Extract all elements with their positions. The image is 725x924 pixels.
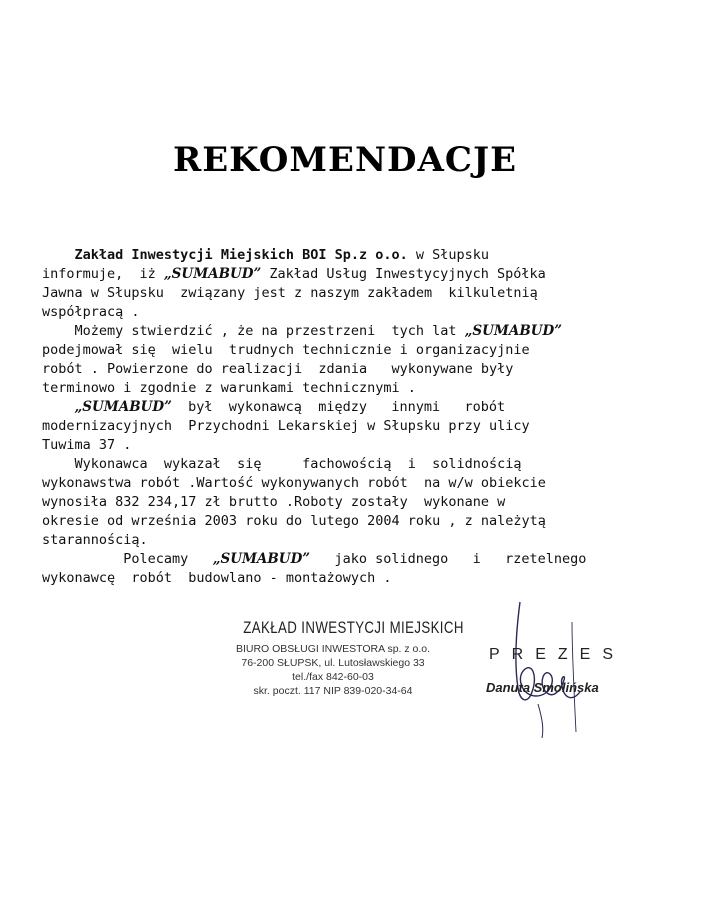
signer-role: PREZES — [489, 646, 626, 663]
body-line: robót . Powierzone do realizacji zdania wykonywane były — [42, 361, 514, 377]
stamp-phone: tel./fax 842-60-03 — [292, 671, 374, 683]
letter-body — [42, 246, 652, 588]
stamp-subtitle: BIURO OBSŁUGI INWESTORA sp. z o.o. — [235, 643, 431, 655]
body-line: Tuwima 37 . — [42, 437, 132, 453]
body-line: Polecamy „SUMABUD” jako solidnego i rzetelnego — [42, 551, 587, 567]
company-name: „SUMABUD” — [464, 323, 563, 339]
handwritten-signature — [480, 592, 600, 742]
body-line: Wykonawca wykazał się fachowością i solidnością — [42, 456, 522, 472]
company-stamp — [218, 618, 464, 698]
body-line: modernizacyjnych Przychodni Lekarskiej w Słupsku przy ulicy — [42, 418, 530, 434]
body-line: okresie od września 2003 roku do lutego 2004 roku , z należytą — [42, 513, 546, 529]
document-title: REKOMENDACJE — [173, 140, 517, 180]
stamp-nip: skr. poczt. 117 NIP 839-020-34-64 — [253, 685, 413, 697]
body-line: wykonawstwa robót .Wartość wykonywanych robót na w/w obiekcie — [42, 475, 546, 491]
company-name: „SUMABUD” — [74, 399, 172, 415]
body-line: współpracą . — [42, 304, 140, 320]
body-line: Możemy stwierdzić , że na przestrzeni tych lat „SUMABUD” — [42, 323, 563, 339]
body-line: wykonawcę robót budowlano - montażowych . — [42, 570, 392, 586]
company-name: „SUMABUD” — [212, 551, 311, 567]
company-name: „SUMABUD” — [163, 266, 262, 282]
organization-name: Zakład Inwestycji Miejskich BOI Sp.z o.o. — [74, 247, 408, 263]
stamp-address: 76-200 SŁUPSK, ul. Lutosławskiego 33 — [241, 657, 425, 669]
body-line: wynosiła 832 234,17 zł brutto .Roboty zostały wykonane w — [42, 494, 506, 510]
signer-name: Danuta Smolińska — [486, 680, 599, 695]
body-line: starannością. — [42, 532, 148, 548]
body-line: „SUMABUD” był wykonawcą między innymi robót — [74, 399, 506, 415]
body-line: Jawna w Słupsku związany jest z naszym zakładem kilkuletnią — [42, 285, 538, 301]
stamp-company-name: ZAKŁAD INWESTYCJI MIEJSKICH — [243, 618, 464, 637]
body-line: podejmował się wielu trudnych technicznie i organizacyjnie — [42, 342, 530, 358]
body-line: terminowo i zgodnie z warunkami technicznymi . — [42, 380, 416, 396]
body-line: Zakład Inwestycji Miejskich BOI Sp.z o.o. w Słupsku — [74, 247, 490, 263]
body-line: informuje, iż „SUMABUD” Zakład Usług Inwestycyjnych Spółka — [42, 266, 546, 282]
